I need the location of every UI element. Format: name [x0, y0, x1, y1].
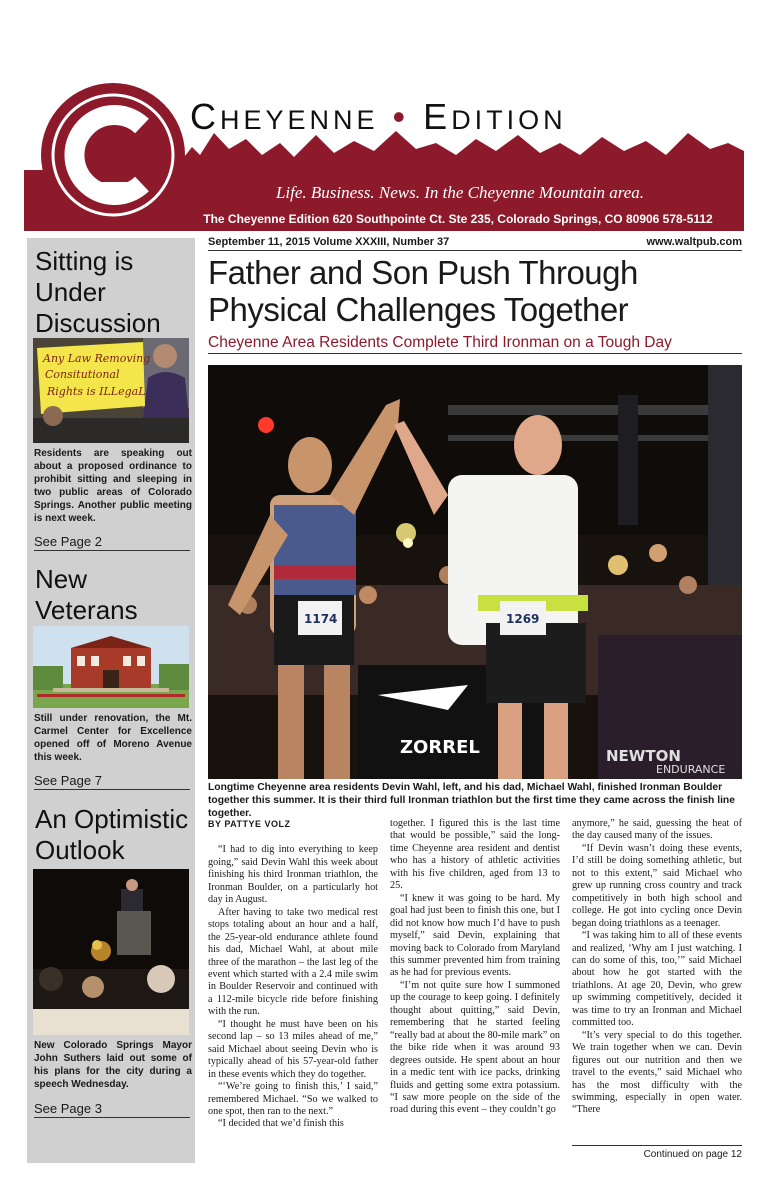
paragraph: “If Devin wasn’t doing these events, I’d still be doing something athletic, but not to this extent,” said Michael who grew up running cross country and track competitively in both high school and college. He got into cycling once Devin began doing triathlons as a teenager.	[572, 842, 742, 929]
bib-right: 1269	[506, 612, 540, 626]
masthead-tagline: Life. Business. News. In the Cheyenne Mountain area.	[275, 183, 645, 202]
paragraph: “It’s very special to do this together. We train together when we can. Devin figures out our nutrition and then we travel to the events,” said Michael who has the most difficulty with the swimming, especially in open water. “There	[572, 1029, 742, 1116]
dateline	[208, 236, 742, 251]
svg-text:Any Law Removing: Any Law Removing	[43, 352, 151, 365]
continued-on-page-link[interactable]: Continued on page 12	[572, 1145, 742, 1160]
photo-caption: Longtime Cheyenne area residents Devin Wahl, left, and his dad, Michael Wahl, finished Ironman Boulder together this summer. It is their third full Ironman triathlon but the first time they came across the finish line together.	[208, 782, 735, 819]
protest-sign-photo	[33, 338, 189, 443]
see-page-2-link[interactable]: See Page 2	[34, 534, 190, 551]
article-column-3	[572, 818, 742, 1117]
paragraph: “I thought he must have been on his second lap – so 13 miles ahead of me,” said Michael about seeing Devin who is typically ahead of his 57-year-old father in these events which they do together.	[208, 1018, 378, 1080]
sidebar-caption-veterans: Still under renovation, the Mt. Carmel Center for Excellence opened off of Moreno Avenue this week.	[34, 713, 192, 763]
zorrel-banner-text: ZORREL	[400, 737, 480, 758]
svg-text:Consitutional: Consitutional	[45, 368, 120, 381]
paragraph: “I decided that we’d finish this	[218, 1118, 344, 1130]
paragraph: “‘We’re going to finish this,’ I said,” remembered Michael. “So we walked to one spot, then ran to the next.”	[208, 1081, 378, 1117]
bib-left: 1174	[304, 612, 338, 626]
paragraph: together. I figured this is the last time that would be possible,” said the long-time Cheyenne area resident and dentist who has a history of athletic activities with his five children, aged from 13 to 25.	[390, 818, 560, 892]
see-page-7-link[interactable]: See Page 7	[34, 773, 190, 790]
sidebar	[27, 238, 195, 1163]
mayor-speech-photo	[33, 869, 189, 1035]
article-column-2	[390, 818, 560, 1117]
ironman-finish-photo	[208, 365, 742, 779]
masthead-title: CHEYENNE • EDITION	[190, 96, 567, 137]
paragraph: “I’m not quite sure how I summoned up the courage to keep going. I definitely thought about quitting,” said Devin, remembering that he started feeling “really bad at about the 80-mile mark” on the bike ride when it was around 93 degrees outside. He spent about an hour in a medic tent with ice packs, drinking fluids and getting some extra potassium. “I saw more people on the side of the road during this event – they couldn’t go	[390, 979, 561, 1116]
sidebar-headline-sitting: Sitting is Under Discussion	[35, 246, 161, 338]
article-subhead: Cheyenne Area Residents Complete Third Ironman on a Tough Day	[208, 334, 742, 354]
paragraph: “I was taking him to all of these events and realized, ‘Why am I just watching. I can do some of this, too,’” said Michael about how he got started with the triathlons. At age 20, Devin, who grew up swimming competitively, decided it was time to try an Ironman and Michael committed too.	[572, 930, 742, 1029]
byline: BY PATTYE VOLZ	[208, 819, 291, 829]
paragraph: “I had to dig into everything to keep going,” said Devin Wahl this week about finishing his third Ironman triathlon, the Ironman Boulder, on a particularly hot day in August.	[208, 844, 378, 906]
paragraph: anymore,” he said, guessing the heat of the day caused many of the issues.	[572, 818, 742, 842]
website-link[interactable]: www.waltpub.com	[646, 236, 742, 248]
issue-date: September 11, 2015 Volume XXXIII, Number 37	[208, 236, 450, 248]
article-column-1	[208, 818, 378, 1131]
newton-sign-text: NEWTON	[606, 747, 681, 765]
endurance-sign-text: ENDURANCE	[656, 763, 726, 776]
see-page-3-link[interactable]: See Page 3	[34, 1101, 190, 1118]
paragraph: After having to take two medical rest stops totaling about an hour and a half, the 25-year-old endurance athlete found his dad, Michael Wahl, at about mile three of the marathon – the last leg of the event which started with a 2.4 mile swim in Boulder Reservoir and continued with a 112-mile bicycle ride before finishing with the run.	[208, 906, 378, 1018]
article-headline: Father and Son Push Through Physical Challenges Together	[208, 254, 638, 328]
masthead-address: The Cheyenne Edition 620 Southpointe Ct. Ste 235, Colorado Springs, CO 80906 578-5112	[203, 212, 713, 226]
sidebar-headline-veterans: New Veterans	[35, 564, 138, 625]
sidebar-caption-optimistic: New Colorado Springs Mayor John Suthers laid out some of his plans for the city during a speech Wednesday.	[34, 1040, 192, 1090]
svg-text:Rights is ILLegaL: Rights is ILLegaL	[47, 385, 146, 398]
sidebar-caption-sitting: Residents are speaking out about a proposed ordinance to prohibit sitting and sleeping in two public areas of Colorado Springs. Another public meeting is next week.	[34, 448, 192, 524]
sidebar-headline-optimistic: An Optimistic Outlook	[35, 804, 189, 865]
paragraph: “I knew it was going to be hard. My goal had just been to finish this one, but I did not know how much I’d have to push myself,” said Devin, explaining that moving back to Colorado from Maryland this summer prevented him from training as he had for previous events.	[390, 892, 560, 979]
veterans-center-rendering	[33, 626, 189, 708]
cheyenne-edition-logo	[38, 80, 188, 230]
